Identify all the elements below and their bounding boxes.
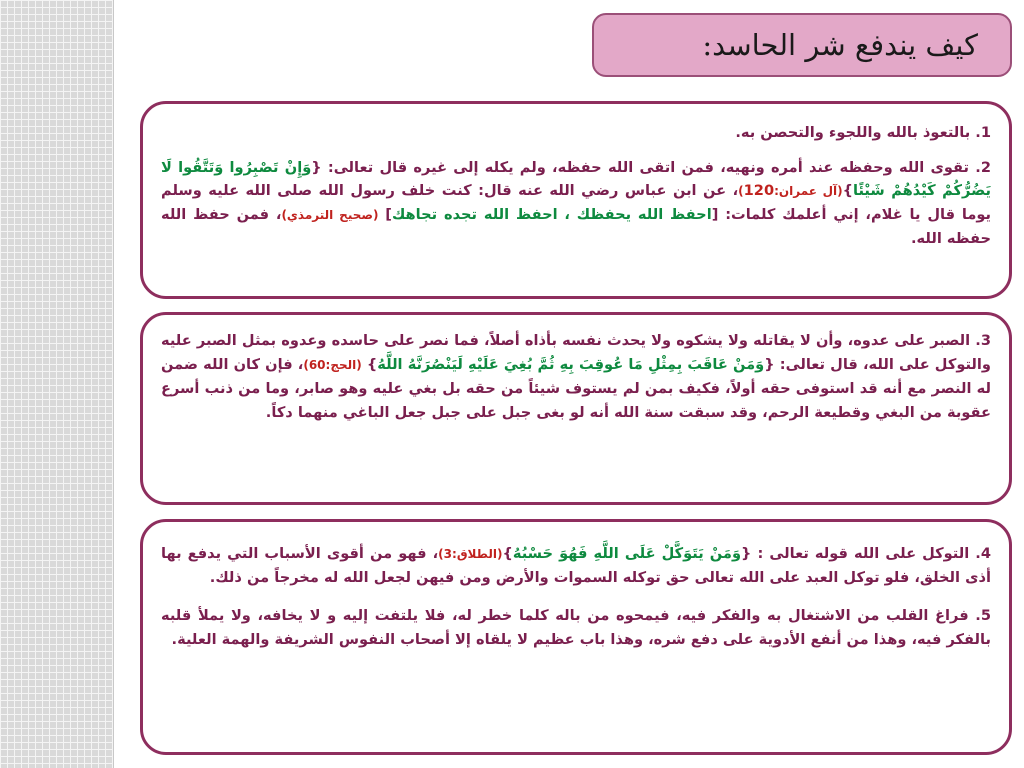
point-1-text: بالتعوذ بالله واللجوء والتحصن به.	[735, 124, 971, 141]
point-3-text-a: الصبر على عدوه، وأن لا يقاتله ولا يشكوه ولا يحدث نفسه بأذاه أصلاً، فما نصر على حاسده وعدوه بمثل الصبر عليه والتوكل على الله، قال تعالى: {	[161, 332, 991, 373]
point-4-text-b: }	[502, 545, 513, 562]
point-2-reference-number: 120	[743, 182, 775, 199]
point-2-source: (صحيح الترمذي)	[281, 208, 379, 222]
point-2-text-e: ، فمن حفظ الله حفظه الله.	[161, 206, 991, 247]
point-3-reference: (الحج:60)	[303, 357, 362, 372]
card-points-4-5	[140, 519, 1012, 755]
point-5-number: 5.	[968, 607, 992, 624]
card-point-3	[140, 312, 1012, 505]
point-2-text-b: }	[842, 182, 853, 199]
point-3-number: 3.	[970, 332, 992, 349]
point-5	[161, 604, 991, 652]
point-2	[161, 156, 991, 250]
point-3	[161, 329, 991, 424]
point-4-number: 4.	[969, 545, 992, 562]
side-pattern-strip	[0, 0, 114, 768]
card-points-1-2	[140, 101, 1012, 299]
point-2-hadith: احفظ الله يحفظك ، احفظ الله تجده تجاهك	[391, 206, 712, 223]
point-2-text-c: ، عن ابن عباس رضي الله عنه قال: كنت خلف رسول الله صلى الله عليه وسلم يوما قال يا غلام، إني أعلمك كلمات: [	[161, 182, 991, 223]
point-2-text-d: ]	[378, 206, 392, 223]
point-5-text: فراغ القلب من الاشتغال به والفكر فيه، فيمحوه من باله كلما خطر له، فلا يلتفت إليه و لا يخافه، ولا يملأ قلبه بالفكر فيه، وهذا من أنفع الأدوية على دفع شره، وهذا باب عظيم لا يلقاه إلا أصحاب النفوس الشريفة والهمة العلية.	[161, 607, 991, 648]
point-4-text-a: التوكل على الله قوله تعالى : {	[741, 545, 970, 562]
page-title: كيف يندفع شر الحاسد:	[702, 28, 978, 62]
point-2-verse: وَإِنْ تَصْبِرُوا وَتَتَّقُوا لَا يَضُرُّكُمْ كَيْدُهُمْ شَيْئًا	[161, 159, 991, 199]
title-banner	[592, 13, 1012, 77]
point-2-number: 2.	[969, 159, 991, 176]
point-4	[161, 542, 991, 590]
point-4-reference: (الطلاق:3)	[438, 547, 503, 561]
point-4-verse: وَمَنْ يَتَوَكَّلْ عَلَى اللَّهِ فَهُوَ حَسْبُهُ	[512, 545, 742, 562]
point-2-reference-close: )	[738, 184, 744, 198]
point-2-text-a: تقوى الله وحفظه عند أمره ونهيه، فمن اتقى الله حفظه، ولم يكله إلى غيره قال تعالى: {	[311, 159, 970, 176]
point-1	[161, 121, 991, 144]
point-3-text-c: ، فإن كان الله ضمن له النصر مع أنه قد استوفى حقه أولاً، فكيف بمن لم يستوف شيئاً من حقه بل بغي عليه وهو صابر، وما من ذنب أسرع عقوبة من البغي وقطيعة الرحم، وقد سبقت سنة الله أنه لو بغى جبل على جبل جعل الباغي منهما دكاً.	[161, 355, 991, 421]
point-1-number: 1.	[970, 124, 991, 141]
point-3-text-b: }	[361, 355, 378, 373]
point-2-reference-label: (آل عمران:	[774, 184, 843, 198]
point-4-text-c: ، فهو من أقوى الأسباب التي يدفع بها أذى الخلق، فلو توكل العبد على الله تعالى حق توكله السموات والأرض ومن فيهن لجعل الله له مخرجاً من ذلك.	[161, 545, 991, 586]
point-3-verse: وَمَنْ عَاقَبَ بِمِثْلِ مَا عُوقِبَ بِهِ ثُمَّ بُغِيَ عَلَيْهِ لَيَنْصُرَنَّهُ اللَّهُ	[377, 355, 765, 373]
